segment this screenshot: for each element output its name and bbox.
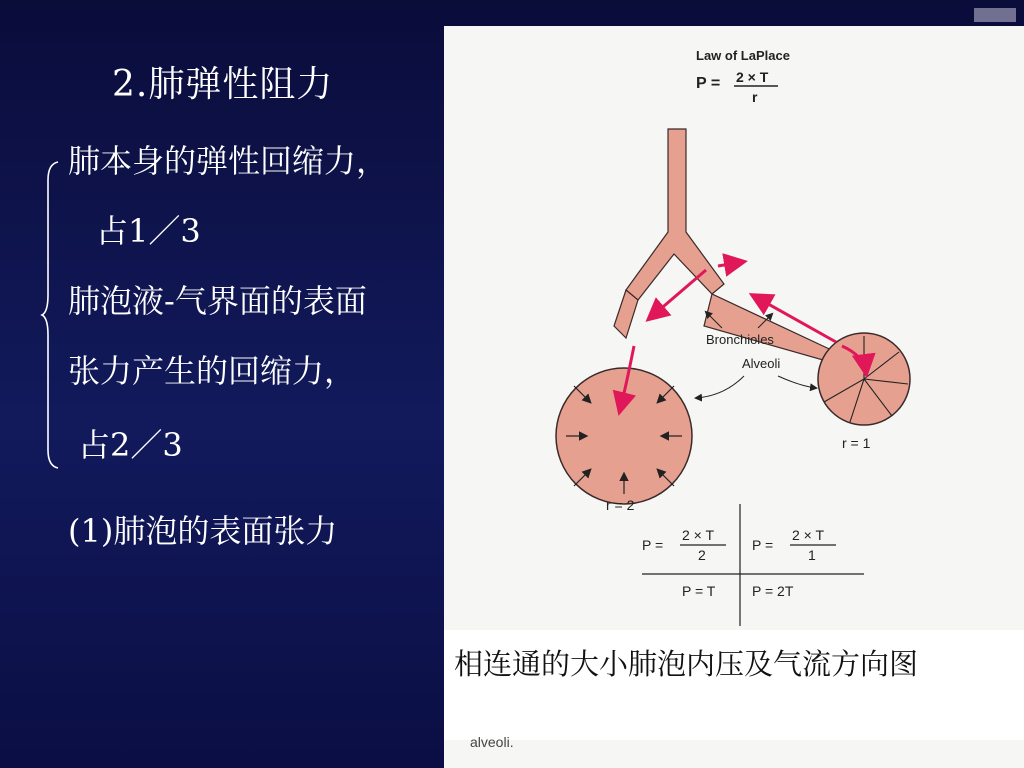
text-line-1: 肺本身的弹性回缩力， bbox=[68, 142, 389, 180]
law-p: P = bbox=[696, 75, 721, 92]
laplace-diagram bbox=[444, 26, 1024, 636]
law-title: Law of LaPlace bbox=[696, 48, 790, 63]
airflow-arrow-top bbox=[718, 262, 742, 266]
text-line-4: 张力产生的回缩力， bbox=[68, 352, 357, 390]
eq-right-denominator: 1 bbox=[808, 547, 816, 563]
text-line-5: 占2／3 bbox=[78, 426, 183, 464]
eq-right-numerator: 2 × T bbox=[792, 527, 825, 543]
figure-caption: 相连通的大小肺泡内压及气流方向图 bbox=[454, 647, 919, 681]
left-bronchiole bbox=[614, 290, 638, 338]
law-denominator: r bbox=[752, 89, 758, 105]
eq-left-denominator: 2 bbox=[698, 547, 706, 563]
left-brace-icon bbox=[40, 160, 60, 470]
slide-heading: 2.肺弹性阻力 bbox=[112, 64, 334, 105]
law-numerator: 2 × T bbox=[736, 69, 769, 85]
label-bronchioles: Bronchioles bbox=[706, 332, 774, 347]
airflow-arrow-down-left bbox=[650, 270, 706, 318]
result-left: P = T bbox=[682, 583, 716, 599]
eq-left-numerator: 2 × T bbox=[682, 527, 715, 543]
bronchial-tree bbox=[626, 129, 724, 300]
label-alveoli: Alveoli bbox=[742, 356, 781, 371]
text-line-3: 肺泡液-气界面的表面 bbox=[68, 282, 367, 320]
radius-large-label: r = 2 bbox=[606, 497, 635, 513]
result-right: P = 2T bbox=[752, 583, 794, 599]
radius-small-label: r = 1 bbox=[842, 435, 871, 451]
corner-decoration bbox=[974, 8, 1016, 22]
subheading: (1)肺泡的表面张力 bbox=[68, 512, 338, 550]
text-line-2: 占1／3 bbox=[96, 212, 201, 250]
footer-text-fragment: alveoli. bbox=[470, 734, 514, 750]
eq-left-p: P = bbox=[642, 537, 664, 553]
eq-right-p: P = bbox=[752, 537, 774, 553]
